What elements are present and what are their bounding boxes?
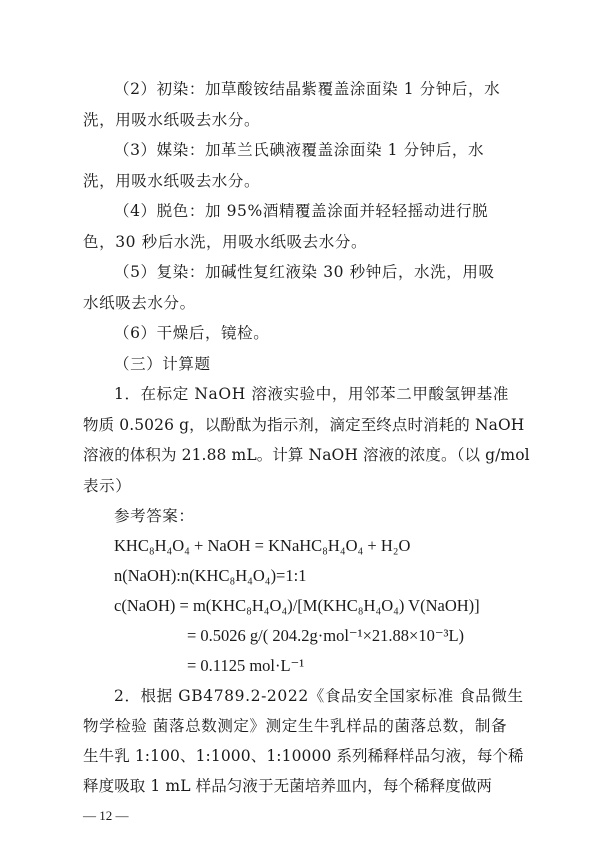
step-5-line-2: 水纸吸去水分。 — [83, 294, 196, 312]
step-6-line: （6）干燥后，镜检。 — [114, 324, 270, 342]
step-4-line-2: 色，30 秒后水洗，用吸水纸吸去水分。 — [83, 233, 368, 251]
formula-substitution: = 0.5026 g/( 204.2g·mol⁻¹×21.88×10⁻³L) — [187, 626, 465, 645]
question-1-line-1: 1．在标定 NaOH 溶液实验中，用邻苯二甲酸氢钾基准 — [114, 385, 509, 403]
question-2-line-3: 生牛乳 1:100、1:1000、1:10000 系列稀释样品匀液，每个稀 — [83, 747, 524, 765]
question-1-line-3: 溶液的体积为 21.88 mL。计算 NaOH 溶液的浓度。（以 g/mol — [83, 446, 530, 464]
page-number: — 12 — — [83, 808, 129, 823]
question-1-line-2: 物质 0.5026 g，以酚酞为指示剂，滴定至终点时消耗的 NaOH — [83, 416, 525, 434]
section-heading: （三）计算题 — [114, 355, 211, 373]
answer-label: 参考答案： — [114, 507, 195, 525]
question-2-line-2: 物学检验 菌落总数测定》测定生牛乳样品的菌落总数，制备 — [83, 717, 508, 735]
question-2-line-1: 2．根据 GB4789.2-2022《食品安全国家标准 食品微生 — [114, 687, 524, 705]
formula-result: = 0.1125 mol·L⁻¹ — [187, 656, 305, 675]
step-5-line-1: （5）复染：加碱性复红液染 30 秒钟后，水洗，用吸 — [114, 263, 495, 281]
formula-reaction: KHC₈H₄O₄ + NaOH = KNaHC₈H₄O₄ + H₂O — [114, 536, 411, 555]
step-4-line-1: （4）脱色：加 95%酒精覆盖涂面并轻轻摇动进行脱 — [114, 202, 489, 220]
question-1-line-4: 表示） — [83, 477, 132, 495]
question-2-line-4: 释度吸取 1 mL 样品匀液于无菌培养皿内，每个稀释度做两 — [83, 777, 493, 795]
step-3-line-1: （3）媒染：加革兰氏碘液覆盖涂面染 1 分钟后，水 — [114, 141, 485, 159]
formula-concentration: c(NaOH) = m(KHC₈H₄O₄)/[M(KHC₈H₄O₄) V(NaOH)] — [114, 596, 480, 615]
step-2-line-2: 洗，用吸水纸吸去水分。 — [83, 111, 261, 129]
formula-ratio: n(NaOH):n(KHC₈H₄O₄)=1:1 — [114, 566, 307, 585]
step-2-line-1: （2）初染：加草酸铵结晶紫覆盖涂面染 1 分钟后，水 — [114, 80, 501, 98]
step-3-line-2: 洗，用吸水纸吸去水分。 — [83, 172, 261, 190]
